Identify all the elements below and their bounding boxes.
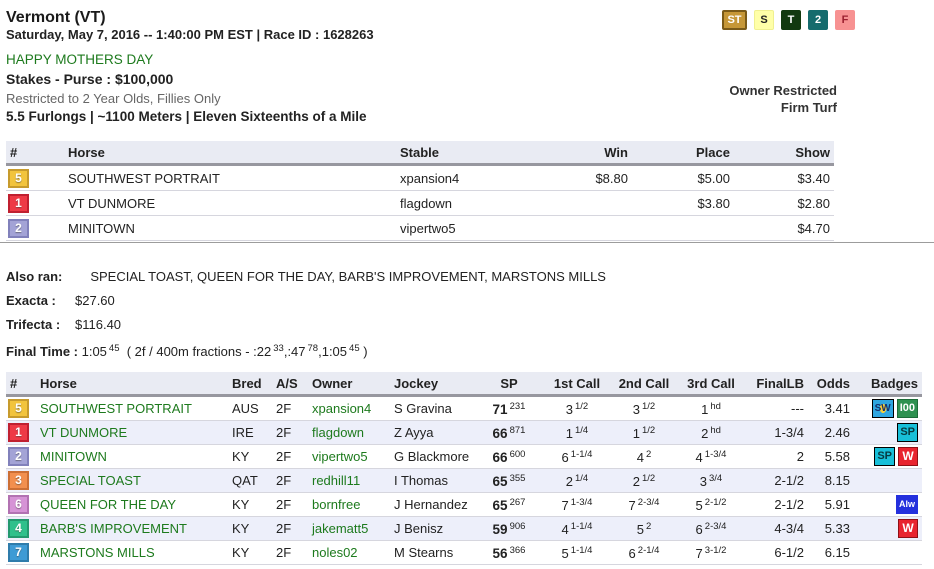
place-payout: $3.80 bbox=[632, 191, 734, 216]
award-badge-sw: SW bbox=[872, 399, 894, 418]
superscript-value: 1/4 bbox=[575, 424, 589, 436]
horse-cell bbox=[36, 541, 228, 565]
saddle-number-cell bbox=[6, 216, 60, 241]
second-call-cell bbox=[610, 493, 678, 517]
results-header-c2: 2nd Call bbox=[610, 372, 678, 396]
place-payout: $5.00 bbox=[632, 165, 734, 191]
superscript-value: 3/4 bbox=[709, 472, 723, 484]
stable-name: vipertwo5 bbox=[392, 216, 568, 241]
horse-cell bbox=[36, 445, 228, 469]
superscript-value: 1/2 bbox=[642, 400, 656, 412]
call-position: 1 bbox=[701, 401, 709, 417]
results-header-num: # bbox=[6, 372, 36, 396]
show-payout: $3.40 bbox=[734, 165, 834, 191]
superscript-value: 1/2 bbox=[575, 400, 589, 412]
fraction-time: 1:05 bbox=[321, 344, 348, 359]
call-position: 2 bbox=[565, 473, 573, 489]
first-call-cell bbox=[544, 421, 610, 445]
show-payout: $4.70 bbox=[734, 216, 834, 241]
call-position: 3 bbox=[699, 473, 707, 489]
superscript-value: 231 bbox=[509, 400, 526, 412]
call-position: 7 bbox=[695, 545, 703, 561]
call-position: 1 bbox=[565, 425, 573, 441]
horse-cell bbox=[36, 493, 228, 517]
award-badge-w: W bbox=[898, 519, 918, 538]
superscript-value: 78 bbox=[307, 343, 319, 354]
payout-header-stable: Stable bbox=[392, 141, 568, 165]
jockey-cell: I Thomas bbox=[390, 469, 474, 493]
payout-header-num: # bbox=[6, 141, 60, 165]
superscript-value: 906 bbox=[509, 520, 526, 532]
results-row bbox=[6, 493, 922, 517]
horse-link[interactable]: MINITOWN bbox=[40, 449, 107, 464]
results-row bbox=[6, 517, 922, 541]
results-table bbox=[6, 372, 922, 565]
superscript-value: 2 bbox=[645, 448, 652, 460]
superscript-value: 2 bbox=[645, 520, 652, 532]
results-header-jockey: Jockey bbox=[390, 372, 474, 396]
owner-restricted-note: Owner Restricted bbox=[729, 83, 837, 98]
horse-cell bbox=[36, 396, 228, 421]
odds-cell: 5.58 bbox=[808, 445, 854, 469]
superscript-value: 1-1/4 bbox=[570, 448, 593, 460]
superscript-value: 1/2 bbox=[642, 424, 656, 436]
badges-cell bbox=[854, 445, 922, 469]
restriction-line: Restricted to 2 Year Olds, Fillies Only bbox=[6, 91, 221, 106]
speed-figure-cell bbox=[474, 445, 544, 469]
first-call-cell bbox=[544, 493, 610, 517]
call-position: 5 bbox=[695, 497, 703, 513]
saddle-number-badge: 1 bbox=[8, 423, 29, 442]
superscript-value: hd bbox=[710, 400, 721, 412]
bred-cell: QAT bbox=[228, 469, 272, 493]
owner-cell bbox=[308, 517, 390, 541]
award-badge-i00: I00 bbox=[897, 399, 918, 418]
saddle-number-badge: 4 bbox=[8, 519, 29, 538]
also-ran-line bbox=[6, 269, 934, 284]
age-sex-cell: 2F bbox=[272, 445, 308, 469]
owner-cell bbox=[308, 396, 390, 421]
payout-header-horse: Horse bbox=[60, 141, 392, 165]
bred-cell: AUS bbox=[228, 396, 272, 421]
condition-badge-t: T bbox=[781, 10, 801, 30]
saddle-number-badge: 5 bbox=[8, 399, 29, 418]
also-ran-label: Also ran: bbox=[6, 269, 63, 284]
purse-line: Stakes - Purse : $100,000 bbox=[6, 71, 174, 87]
payout-header-win: Win bbox=[568, 141, 632, 165]
age-sex-cell: 2F bbox=[272, 541, 308, 565]
first-call-cell bbox=[544, 396, 610, 421]
award-badge-w: W bbox=[898, 447, 918, 466]
results-row bbox=[6, 541, 922, 565]
age-sex-cell: 2F bbox=[272, 469, 308, 493]
results-row bbox=[6, 445, 922, 469]
exacta-label: Exacta : bbox=[6, 293, 56, 308]
superscript-value: 1-3/4 bbox=[704, 448, 727, 460]
superscript-value: 1-3/4 bbox=[570, 496, 593, 508]
speed-figure: 65 bbox=[492, 497, 508, 513]
horse-link[interactable]: SPECIAL TOAST bbox=[40, 473, 141, 488]
jockey-cell: J Hernandez bbox=[390, 493, 474, 517]
also-ran-names: SPECIAL TOAST, QUEEN FOR THE DAY, BARB'S IMPROVEMENT, MARSTONS MILLS bbox=[90, 269, 606, 284]
results-row bbox=[6, 469, 922, 493]
call-position: 6 bbox=[695, 521, 703, 537]
call-position: 6 bbox=[628, 545, 636, 561]
owner-cell bbox=[308, 493, 390, 517]
first-call-cell bbox=[544, 445, 610, 469]
award-badge-alw: Alw bbox=[896, 495, 918, 514]
badges-cell bbox=[854, 421, 922, 445]
odds-cell: 5.33 bbox=[808, 517, 854, 541]
saddle-number-badge: 5 bbox=[8, 169, 29, 188]
trifecta-value: $116.40 bbox=[75, 317, 122, 332]
call-position: 6 bbox=[561, 449, 569, 465]
exacta-value: $27.60 bbox=[75, 293, 115, 308]
call-position: 2 bbox=[632, 473, 640, 489]
superscript-value: 45 bbox=[349, 343, 360, 354]
speed-figure: 66 bbox=[492, 425, 508, 441]
condition-badges bbox=[722, 10, 862, 30]
saddle-number-badge: 2 bbox=[8, 219, 29, 238]
jockey-cell: Z Ayya bbox=[390, 421, 474, 445]
call-position: 2 bbox=[701, 425, 709, 441]
jockey-cell: M Stearns bbox=[390, 541, 474, 565]
horse-name: MINITOWN bbox=[60, 216, 392, 241]
final-lengths-behind-cell: 1-3/4 bbox=[744, 421, 808, 445]
fraction-time: :22 bbox=[253, 344, 272, 359]
call-position: 3 bbox=[565, 401, 573, 417]
speed-figure: 66 bbox=[492, 449, 508, 465]
horse-link[interactable]: QUEEN FOR THE DAY bbox=[40, 497, 177, 512]
superscript-value: 1-1/4 bbox=[570, 520, 593, 532]
saddle-number-badge: 2 bbox=[8, 447, 29, 466]
speed-figure-cell bbox=[474, 493, 544, 517]
age-sex-cell: 2F bbox=[272, 421, 308, 445]
final-lengths-behind-cell: 4-3/4 bbox=[744, 517, 808, 541]
owner-link[interactable]: noles02 bbox=[312, 545, 358, 560]
stable-name: xpansion4 bbox=[392, 165, 568, 191]
owner-link[interactable]: redhill11 bbox=[312, 473, 361, 488]
trifecta-label: Trifecta : bbox=[6, 317, 61, 332]
third-call-cell bbox=[678, 445, 744, 469]
results-header-horse: Horse bbox=[36, 372, 228, 396]
saddle-number-badge: 7 bbox=[8, 543, 29, 562]
speed-figure-cell bbox=[474, 469, 544, 493]
superscript-value: 366 bbox=[509, 544, 526, 556]
distance-line: 5.5 Furlongs | ~1100 Meters | Eleven Sixteenths of a Mile bbox=[6, 109, 367, 124]
payout-table bbox=[6, 141, 834, 241]
final-lengths-behind-cell: 2 bbox=[744, 445, 808, 469]
speed-figure: 59 bbox=[492, 521, 508, 537]
results-header-bred: Bred bbox=[228, 372, 272, 396]
saddle-number-cell bbox=[6, 421, 36, 445]
results-header-owner: Owner bbox=[308, 372, 390, 396]
horse-name: VT DUNMORE bbox=[60, 191, 392, 216]
call-position: 5 bbox=[561, 545, 569, 561]
third-call-cell bbox=[678, 493, 744, 517]
superscript-value: 2-3/4 bbox=[637, 496, 660, 508]
bred-cell: KY bbox=[228, 445, 272, 469]
saddle-number-cell bbox=[6, 469, 36, 493]
superscript-value: 2-3/4 bbox=[704, 520, 727, 532]
odds-cell: 3.41 bbox=[808, 396, 854, 421]
horse-link[interactable]: BARB'S IMPROVEMENT bbox=[40, 521, 187, 536]
award-badge-sp: SP bbox=[874, 447, 895, 466]
second-call-cell bbox=[610, 396, 678, 421]
superscript-value: 2-1/4 bbox=[637, 544, 660, 556]
results-header-odds: Odds bbox=[808, 372, 854, 396]
first-call-cell bbox=[544, 469, 610, 493]
condition-badge-2: 2 bbox=[808, 10, 828, 30]
horse-link[interactable]: MARSTONS MILLS bbox=[40, 545, 155, 560]
third-call-cell bbox=[678, 469, 744, 493]
second-call-cell bbox=[610, 445, 678, 469]
superscript-value: 2-1/2 bbox=[704, 496, 727, 508]
horse-link[interactable]: VT DUNMORE bbox=[40, 425, 128, 440]
speed-figure: 65 bbox=[492, 473, 508, 489]
payout-table-header bbox=[6, 141, 834, 165]
call-position: 3 bbox=[632, 401, 640, 417]
section-divider bbox=[0, 242, 934, 243]
third-call-cell bbox=[678, 541, 744, 565]
badges-cell bbox=[854, 541, 922, 565]
show-payout: $2.80 bbox=[734, 191, 834, 216]
final-lengths-behind-cell: 2-1/2 bbox=[744, 469, 808, 493]
superscript-value: 33 bbox=[273, 343, 284, 354]
race-name: HAPPY MOTHERS DAY bbox=[6, 52, 154, 67]
final-time-value: 1:05 bbox=[81, 344, 107, 359]
call-position: 4 bbox=[561, 521, 569, 537]
payout-row bbox=[6, 216, 834, 241]
track-title: Vermont (VT) bbox=[6, 9, 106, 26]
owner-link[interactable]: jakematt5 bbox=[312, 521, 369, 536]
final-lengths-behind-cell: 2-1/2 bbox=[744, 493, 808, 517]
results-header-c1: 1st Call bbox=[544, 372, 610, 396]
payout-header-place: Place bbox=[632, 141, 734, 165]
saddle-number-cell bbox=[6, 396, 36, 421]
age-sex-cell: 2F bbox=[272, 396, 308, 421]
owner-link[interactable]: xpansion4 bbox=[312, 401, 372, 416]
final-lengths-behind-cell: 6-1/2 bbox=[744, 541, 808, 565]
saddle-number-badge: 1 bbox=[8, 194, 29, 213]
second-call-cell bbox=[610, 541, 678, 565]
bred-cell: KY bbox=[228, 493, 272, 517]
final-lengths-behind-cell: --- bbox=[744, 396, 808, 421]
saddle-number-cell bbox=[6, 493, 36, 517]
speed-figure-cell bbox=[474, 396, 544, 421]
superscript-value: 45 bbox=[108, 343, 120, 354]
saddle-number-badge: 6 bbox=[8, 495, 29, 514]
results-table-header bbox=[6, 372, 922, 396]
horse-cell bbox=[36, 469, 228, 493]
results-header-finallb: FinalLB bbox=[744, 372, 808, 396]
saddle-number-cell bbox=[6, 541, 36, 565]
speed-figure-cell bbox=[474, 517, 544, 541]
badges-cell bbox=[854, 493, 922, 517]
call-position: 1 bbox=[632, 425, 640, 441]
owner-link[interactable]: flagdown bbox=[312, 425, 365, 440]
horse-name: SOUTHWEST PORTRAIT bbox=[60, 165, 392, 191]
first-call-cell bbox=[544, 517, 610, 541]
third-call-cell bbox=[678, 517, 744, 541]
horse-link[interactable]: SOUTHWEST PORTRAIT bbox=[40, 401, 192, 416]
results-row bbox=[6, 421, 922, 445]
speed-figure-cell bbox=[474, 541, 544, 565]
badges-cell bbox=[854, 517, 922, 541]
call-position: 4 bbox=[695, 449, 703, 465]
final-time-line: Final Time : 1:05 $^{45}$ ( 2f / 400m fractions - :22 $^{33}$,:47 $^{78}$,1:05 $^{45}$ ) bbox=[6, 343, 368, 359]
owner-cell bbox=[308, 445, 390, 469]
jockey-cell: G Blackmore bbox=[390, 445, 474, 469]
payout-header-show: Show bbox=[734, 141, 834, 165]
race-date-line: Saturday, May 7, 2016 -- 1:40:00 PM EST | Race ID : 1628263 bbox=[6, 27, 374, 42]
jockey-cell: J Benisz bbox=[390, 517, 474, 541]
bred-cell: KY bbox=[228, 541, 272, 565]
owner-cell bbox=[308, 541, 390, 565]
third-call-cell bbox=[678, 421, 744, 445]
call-position: 7 bbox=[561, 497, 569, 513]
superscript-value: 355 bbox=[509, 472, 526, 484]
age-sex-cell: 2F bbox=[272, 493, 308, 517]
first-call-cell bbox=[544, 541, 610, 565]
superscript-value: 267 bbox=[509, 496, 526, 508]
final-time-label: Final Time : bbox=[6, 344, 82, 359]
results-row bbox=[6, 396, 922, 421]
speed-figure-cell bbox=[474, 421, 544, 445]
age-sex-cell: 2F bbox=[272, 517, 308, 541]
owner-cell bbox=[308, 469, 390, 493]
second-call-cell bbox=[610, 421, 678, 445]
results-header-as: A/S bbox=[272, 372, 308, 396]
call-position: 7 bbox=[628, 497, 636, 513]
odds-cell: 8.15 bbox=[808, 469, 854, 493]
call-position: 4 bbox=[636, 449, 644, 465]
owner-cell bbox=[308, 421, 390, 445]
win-payout: $8.80 bbox=[568, 165, 632, 191]
condition-badge-st: ST bbox=[722, 10, 747, 30]
superscript-value: 3-1/2 bbox=[704, 544, 727, 556]
payout-row bbox=[6, 165, 834, 191]
results-header-c3: 3rd Call bbox=[678, 372, 744, 396]
second-call-cell bbox=[610, 517, 678, 541]
results-header-badges: Badges bbox=[854, 372, 922, 396]
jockey-cell: S Gravina bbox=[390, 396, 474, 421]
superscript-value: 600 bbox=[509, 448, 526, 460]
second-call-cell bbox=[610, 469, 678, 493]
horse-cell bbox=[36, 517, 228, 541]
badges-cell bbox=[854, 469, 922, 493]
saddle-number-badge: 3 bbox=[8, 471, 29, 490]
superscript-value: 1-1/4 bbox=[570, 544, 593, 556]
superscript-value: 1/2 bbox=[642, 472, 656, 484]
call-position: 5 bbox=[636, 521, 644, 537]
win-payout bbox=[568, 191, 632, 216]
horse-cell bbox=[36, 421, 228, 445]
badges-cell bbox=[854, 396, 922, 421]
stable-name: flagdown bbox=[392, 191, 568, 216]
place-payout bbox=[632, 216, 734, 241]
condition-badge-f: F bbox=[835, 10, 855, 30]
odds-cell: 2.46 bbox=[808, 421, 854, 445]
condition-badge-s: S bbox=[754, 10, 774, 30]
odds-cell: 6.15 bbox=[808, 541, 854, 565]
speed-figure: 71 bbox=[492, 401, 508, 417]
saddle-number-cell bbox=[6, 445, 36, 469]
exacta-line bbox=[6, 293, 934, 308]
surface-note: Firm Turf bbox=[780, 100, 837, 115]
third-call-cell bbox=[678, 396, 744, 421]
superscript-value: 1/4 bbox=[575, 472, 589, 484]
saddle-number-cell bbox=[6, 517, 36, 541]
speed-figure: 56 bbox=[492, 545, 508, 561]
payout-row bbox=[6, 191, 834, 216]
fraction-time: :47 bbox=[287, 344, 306, 359]
bred-cell: KY bbox=[228, 517, 272, 541]
superscript-value: hd bbox=[710, 424, 721, 436]
owner-link[interactable]: bornfree bbox=[312, 497, 361, 512]
odds-cell: 5.91 bbox=[808, 493, 854, 517]
award-badge-sp: SP bbox=[897, 423, 918, 442]
superscript-value: 871 bbox=[509, 424, 526, 436]
saddle-number-cell bbox=[6, 191, 60, 216]
results-header-sp: SP bbox=[474, 372, 544, 396]
saddle-number-cell bbox=[6, 165, 60, 191]
bred-cell: IRE bbox=[228, 421, 272, 445]
win-payout bbox=[568, 216, 632, 241]
owner-link[interactable]: vipertwo5 bbox=[312, 449, 368, 464]
trifecta-line bbox=[6, 317, 934, 332]
